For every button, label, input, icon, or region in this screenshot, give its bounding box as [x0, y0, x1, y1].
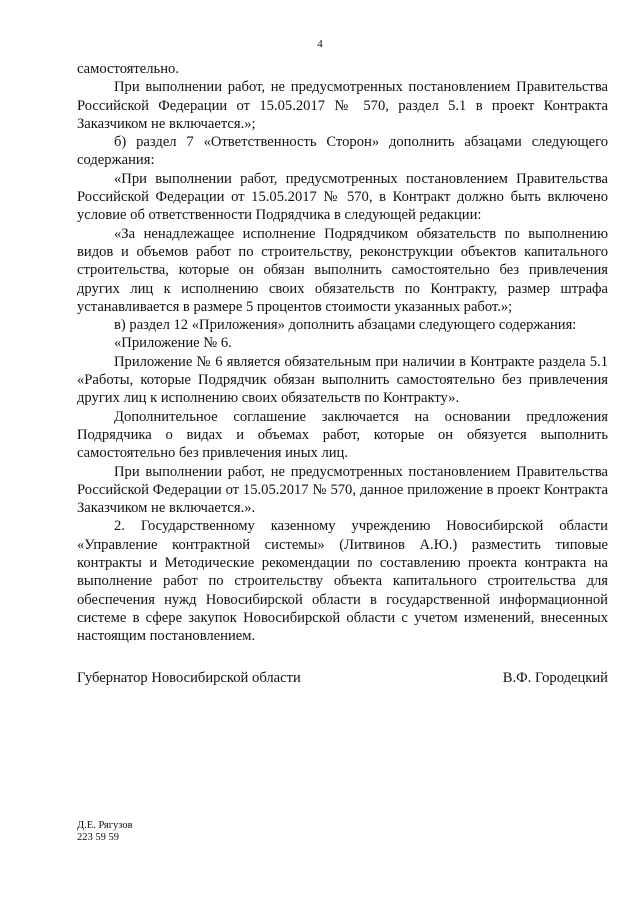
paragraph: Приложение № 6 является обязательным при наличии в Контракте раздела 5.1 «Работы, которые Подрядчик обязан выполнить самостоятельно без привлечения других лиц к исполнению своих обязательств по Контракту». — [77, 353, 608, 407]
paragraph-continuation: самостоятельно. — [77, 61, 179, 77]
signatory-name: В.Ф. Городецкий — [502, 670, 608, 686]
paragraph: При выполнении работ, не предусмотренных постановлением Правительства Российской Федерации от 15.05.2017 № 570, данное приложение в проект Контракта Заказчиком не включается.». — [77, 463, 608, 517]
paragraph: Дополнительное соглашение заключается на основании предложения Подрядчика о видах и объемах работ, которые он обязуется выполнить самостоятельно без привлечения иных лиц. — [77, 408, 608, 462]
signature-block — [77, 670, 608, 687]
executor-info — [77, 820, 133, 844]
page-number: 4 — [317, 38, 323, 50]
paragraph: в) раздел 12 «Приложения» дополнить абзацами следующего содержания: — [114, 317, 577, 334]
executor-name: Д.Е. Рягузов — [77, 820, 133, 831]
paragraph: б) раздел 7 «Ответственность Сторон» дополнить абзацами следующего содержания: — [77, 134, 608, 169]
paragraph: 2. Государственному казенному учреждению Новосибирской области «Управление контрактной системы» (Литвинов А.Ю.) разместить типовые контракты и Методические рекомендации по составлению проекта контракта на выполнение работ по строительству объекта капитального строительства для обеспечения нужд Новосибирской области в государственной информационной системе в сфере закупок Новосибирской области с учетом изменений, внесенных настоящим постановлением. — [77, 518, 608, 645]
paragraph: «За ненадлежащее исполнение Подрядчиком обязательств по выполнению видов и объемов работ по строительству, реконструкции объектов капитального строительства, которые он обязан выполнить самостоятельно без привлечения других лиц к исполнению своих обязательств по Контракту, размер штрафа устанавливается в размере 5 процентов стоимости указанных работ.»; — [77, 225, 608, 315]
paragraph: «Приложение № 6. — [114, 335, 232, 352]
paragraph: «При выполнении работ, предусмотренных постановлением Правительства Российской Федерации от 15.05.2017 № 570, в Контракт должно быть включено условие об ответственности Подрядчика в следующей редакции: — [77, 170, 608, 224]
signatory-position: Губернатор Новосибирской области — [77, 670, 301, 686]
paragraph: При выполнении работ, не предусмотренных постановлением Правительства Российской Федерации от 15.05.2017 № 570, раздел 5.1 в проект Контракта Заказчиком не включается.»; — [77, 79, 608, 132]
document-body — [77, 60, 608, 646]
executor-phone: 223 59 59 — [77, 832, 119, 843]
